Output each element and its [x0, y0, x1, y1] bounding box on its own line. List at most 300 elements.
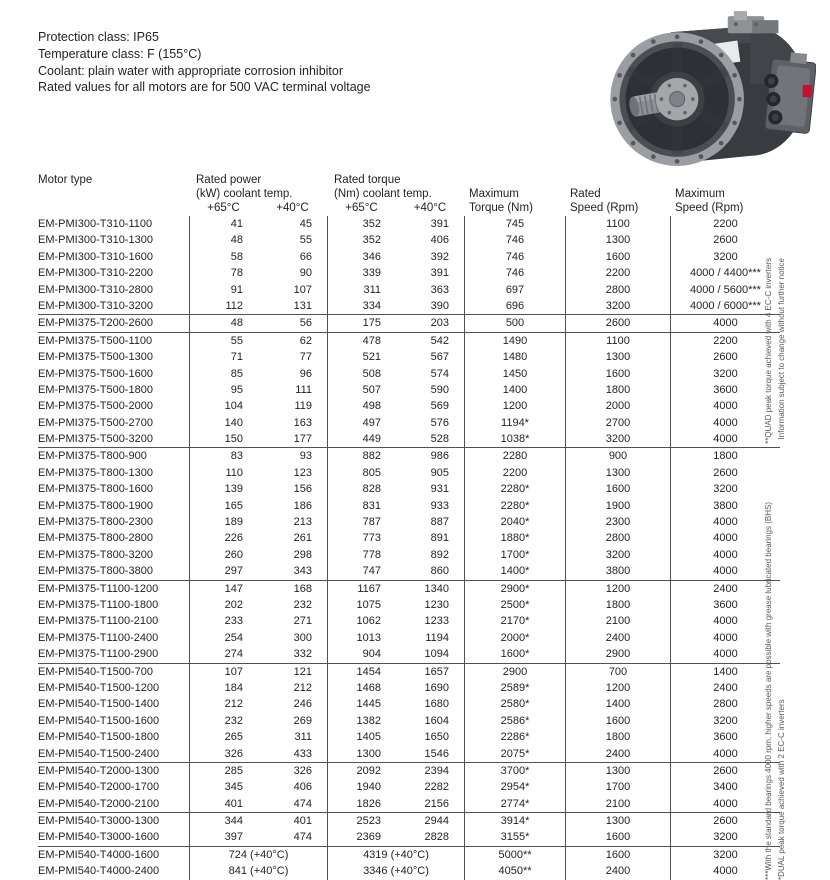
value-cell: 311: [327, 282, 396, 298]
table-row: [38, 863, 780, 879]
value-cell: 1880*: [464, 530, 565, 546]
header-rated-torque-sub: (Nm) coolant temp.: [334, 188, 432, 200]
value-cell: 2700: [565, 415, 670, 431]
motor-type-cell: EM-PMI375-T800-900: [38, 450, 147, 463]
value-cell: 274: [189, 646, 258, 662]
value-cell: 186: [293, 499, 312, 512]
value-cell: 165: [189, 498, 258, 514]
table-row: [38, 779, 780, 795]
value-cell: 497: [327, 415, 396, 431]
value-cell: 4000: [670, 796, 780, 812]
value-cell: 747: [327, 563, 396, 579]
value-cell: 265: [189, 729, 258, 745]
value-cell: 1400*: [464, 563, 565, 579]
value-cell: 746: [464, 265, 565, 281]
value-cell: 62: [299, 334, 312, 347]
value-cell: 55: [189, 333, 258, 349]
value-cell: 332: [293, 648, 312, 661]
motor-type-cell: EM-PMI375-T500-2000: [38, 400, 153, 413]
motor-type-cell: EM-PMI540-T4000-2400: [38, 865, 160, 878]
value-cell: 778: [327, 547, 396, 563]
header-max-speed-line2: Speed (Rpm): [675, 201, 744, 214]
table-row: [38, 846, 780, 863]
table-row: [38, 447, 780, 464]
value-cell: 1400: [464, 382, 565, 398]
value-cell: 4000: [670, 646, 780, 662]
table-row: [38, 232, 780, 248]
value-cell: 1454: [327, 664, 396, 680]
table-row: [38, 762, 780, 779]
value-cell: 1600: [565, 249, 670, 265]
table-row: [38, 314, 780, 331]
value-cell: 1680: [424, 698, 449, 711]
header-rated-torque: Rated torque: [334, 174, 401, 186]
value-cell: 390: [430, 299, 449, 312]
value-cell: 2900*: [464, 581, 565, 597]
value-cell: 4050**: [464, 863, 565, 879]
value-cell: 212: [189, 696, 258, 712]
value-cell: 2774*: [464, 796, 565, 812]
value-cell: 189: [189, 514, 258, 530]
value-cell: 860: [430, 565, 449, 578]
value-cell: 78: [189, 265, 258, 281]
table-row: [38, 829, 780, 845]
motor-type-cell: EM-PMI375-T1100-2100: [38, 615, 159, 628]
value-cell: 352: [327, 216, 396, 232]
motor-type-cell: EM-PMI375-T500-3200: [38, 433, 153, 446]
value-cell: 498: [327, 398, 396, 414]
value-cell: 1604: [424, 714, 449, 727]
table-header-row-1: [38, 172, 780, 188]
value-cell: 1490: [464, 333, 565, 349]
header-rated-power-sub: (kW) coolant temp.: [196, 188, 293, 200]
table-row: [38, 680, 780, 696]
value-cell: 1940: [327, 779, 396, 795]
value-cell: 2954*: [464, 779, 565, 795]
table-header-row-2: [38, 188, 780, 202]
intro-line-protection-class: Protection class: IP65: [38, 30, 159, 44]
value-cell: 4000: [670, 630, 780, 646]
motor-product-photo: [598, 10, 816, 170]
motor-type-cell: EM-PMI540-T2000-1700: [38, 781, 160, 794]
value-cell: 3700*: [464, 763, 565, 779]
table-row: [38, 216, 780, 232]
value-cell: 1200: [464, 398, 565, 414]
value-cell: 1382: [327, 713, 396, 729]
value-cell: 131: [293, 299, 312, 312]
value-cell: 2800: [565, 282, 670, 298]
table-row: [38, 580, 780, 597]
value-cell: 2170*: [464, 613, 565, 629]
value-cell: 1200: [565, 581, 670, 597]
footnote-line-1: [762, 258, 775, 880]
value-cell: 3400: [670, 779, 780, 795]
table-row: [38, 812, 780, 829]
value-cell: 4000: [670, 530, 780, 546]
value-cell: 521: [327, 349, 396, 365]
value-cell: 773: [327, 530, 396, 546]
value-cell: 2200: [464, 465, 565, 481]
footnote-line-2: [775, 258, 788, 880]
value-cell: 1600: [565, 481, 670, 497]
table-row: [38, 498, 780, 514]
motor-type-cell: EM-PMI375-T800-2300: [38, 516, 153, 529]
motor-type-cell: EM-PMI375-T800-2800: [38, 532, 153, 545]
motor-type-cell: EM-PMI375-T800-3200: [38, 548, 153, 561]
value-cell: 831: [327, 498, 396, 514]
value-cell: 904: [327, 646, 396, 662]
value-cell: 112: [189, 298, 258, 314]
table-header-row-3: [38, 202, 780, 216]
table-row: [38, 415, 780, 431]
value-cell: 2075*: [464, 746, 565, 762]
table-row: [38, 696, 780, 712]
motor-type-cell: EM-PMI375-T500-1800: [38, 383, 153, 396]
value-cell: 1062: [327, 613, 396, 629]
motor-type-cell: EM-PMI375-T800-1300: [38, 466, 153, 479]
value-cell: 700: [565, 664, 670, 680]
value-cell: 346: [327, 249, 396, 265]
value-cell: 140: [189, 415, 258, 431]
value-cell: 334: [327, 298, 396, 314]
value-cell: 2580*: [464, 696, 565, 712]
value-cell: 4319 (+40°C): [327, 847, 464, 863]
value-cell: 828: [327, 481, 396, 497]
value-cell: 474: [293, 797, 312, 810]
value-cell: 3200: [565, 547, 670, 563]
motor-type-cell: EM-PMI540-T1500-700: [38, 665, 153, 678]
value-cell: 1100: [565, 333, 670, 349]
value-cell: 1300: [565, 763, 670, 779]
value-cell: 787: [327, 514, 396, 530]
motor-type-cell: EM-PMI375-T500-2700: [38, 416, 153, 429]
intro-line-temperature-class: Temperature class: F (155°C): [38, 46, 202, 61]
value-cell: 119: [294, 400, 312, 413]
value-cell: 500: [464, 315, 565, 331]
value-cell: 1300: [565, 232, 670, 248]
header-torque-40c: +40°C: [413, 201, 447, 214]
value-cell: 1800: [565, 597, 670, 613]
footnote-dual-peak-torque: *DUAL peak torque achieved with 2 EC-C inverters: [777, 699, 786, 880]
value-cell: 1800: [565, 382, 670, 398]
value-cell: 2280*: [464, 481, 565, 497]
value-cell: 4000: [670, 746, 780, 762]
value-cell: 4000: [670, 514, 780, 530]
value-cell: 2600: [670, 465, 780, 481]
table-row: [38, 563, 780, 579]
value-cell: 1468: [327, 680, 396, 696]
value-cell: 882: [327, 448, 396, 464]
value-cell: 168: [293, 582, 312, 595]
value-cell: 1405: [327, 729, 396, 745]
value-cell: 83: [189, 448, 258, 464]
value-cell: 1200: [565, 680, 670, 696]
value-cell: 4000: [670, 563, 780, 579]
table-row: [38, 332, 780, 349]
value-cell: 2400: [670, 680, 780, 696]
motor-type-cell: EM-PMI375-T200-2600: [38, 317, 153, 330]
motor-type-cell: EM-PMI300-T310-2200: [38, 267, 153, 280]
value-cell: 1013: [327, 630, 396, 646]
intro-specs: [38, 29, 371, 96]
value-cell: 401: [293, 815, 312, 828]
value-cell: 1340: [424, 582, 449, 595]
table-row: [38, 746, 780, 762]
value-cell: 905: [430, 466, 449, 479]
value-cell: 1700: [565, 779, 670, 795]
value-cell: 2282: [424, 781, 449, 794]
value-cell: 397: [189, 829, 258, 845]
value-cell: 1800: [565, 729, 670, 745]
value-cell: 933: [430, 499, 449, 512]
value-cell: 344: [189, 813, 258, 829]
value-cell: 3800: [565, 563, 670, 579]
value-cell: 147: [189, 581, 258, 597]
value-cell: 2944: [424, 815, 449, 828]
value-cell: 156: [293, 483, 312, 496]
table-row: [38, 630, 780, 646]
value-cell: 212: [293, 681, 312, 694]
value-cell: 406: [430, 234, 449, 247]
footnote-quad-peak-torque: **QUAD peak torque achieved with 4 EC-C inverters: [764, 258, 773, 444]
value-cell: 1600: [565, 366, 670, 382]
value-cell: 91: [189, 282, 258, 298]
value-cell: 746: [464, 232, 565, 248]
value-cell: 1194: [425, 631, 449, 644]
value-cell: 41: [189, 216, 258, 232]
motor-type-cell: EM-PMI540-T4000-1600: [38, 848, 160, 861]
value-cell: 2280*: [464, 498, 565, 514]
value-cell: 1230: [424, 598, 449, 611]
value-cell: 260: [189, 547, 258, 563]
value-cell: 107: [293, 283, 312, 296]
motor-hub: [656, 78, 699, 121]
value-cell: 3800: [670, 498, 780, 514]
value-cell: 271: [293, 615, 312, 628]
motor-type-cell: EM-PMI300-T310-1300: [38, 234, 153, 247]
motor-type-cell: EM-PMI375-T800-3800: [38, 565, 153, 578]
footnote-standard-bearings: ***With the standard bearings 4000 rpm, higher speeds are possible with grease lubricated bearings (BHS): [764, 502, 773, 880]
value-cell: 891: [430, 532, 449, 545]
value-cell: 507: [327, 382, 396, 398]
table-row: [38, 796, 780, 812]
value-cell: 2500*: [464, 597, 565, 613]
value-cell: 2394: [424, 764, 449, 777]
table-row: [38, 431, 780, 447]
value-cell: 1600: [565, 713, 670, 729]
value-cell: 841 (+40°C): [189, 863, 327, 879]
table-row: [38, 366, 780, 382]
value-cell: 1700*: [464, 547, 565, 563]
motor-type-cell: EM-PMI540-T1500-1400: [38, 698, 160, 711]
value-cell: 48: [189, 232, 258, 248]
value-cell: 1194*: [464, 415, 565, 431]
value-cell: 85: [189, 366, 258, 382]
value-cell: 233: [189, 613, 258, 629]
value-cell: 4000 / 5600***: [670, 282, 780, 298]
value-cell: 3200: [670, 847, 780, 863]
value-cell: 590: [430, 383, 449, 396]
intro-line-coolant: Coolant: plain water with appropriate corrosion inhibitor: [38, 63, 344, 78]
value-cell: 45: [299, 218, 312, 230]
value-cell: 213: [293, 516, 312, 529]
value-cell: 139: [189, 481, 258, 497]
table-row: [38, 530, 780, 546]
value-cell: 1300: [565, 813, 670, 829]
value-cell: 163: [293, 416, 312, 429]
motor-type-cell: EM-PMI300-T310-1600: [38, 250, 153, 263]
header-max-torque-line1: Maximum: [469, 188, 519, 200]
value-cell: 2000*: [464, 630, 565, 646]
value-cell: 805: [327, 465, 396, 481]
motor-type-cell: EM-PMI540-T1500-1800: [38, 731, 160, 744]
header-rated-speed-line2: Speed (Rpm): [570, 201, 639, 214]
motor-type-cell: EM-PMI540-T1500-1200: [38, 681, 160, 694]
value-cell: 363: [430, 283, 449, 296]
value-cell: 542: [430, 334, 449, 347]
header-power-65c: +65°C: [207, 201, 240, 214]
value-cell: 449: [327, 431, 396, 447]
value-cell: 261: [293, 532, 312, 545]
header-rated-power: Rated power: [196, 174, 262, 186]
value-cell: 297: [189, 563, 258, 579]
red-label: [803, 85, 812, 97]
value-cell: 724 (+40°C): [189, 847, 327, 863]
value-cell: 508: [327, 366, 396, 382]
value-cell: 104: [189, 398, 258, 414]
value-cell: 3200: [670, 366, 780, 382]
value-cell: 298: [293, 548, 312, 561]
value-cell: 2286*: [464, 729, 565, 745]
table-row: [38, 382, 780, 398]
value-cell: 111: [295, 383, 312, 396]
value-cell: 56: [299, 317, 312, 330]
value-cell: 4000: [670, 547, 780, 563]
table-row: [38, 646, 780, 662]
value-cell: 55: [299, 234, 312, 247]
value-cell: 528: [430, 433, 449, 446]
value-cell: 2156: [424, 797, 449, 810]
value-cell: 1657: [424, 665, 449, 678]
value-cell: 2900: [565, 646, 670, 662]
value-cell: 2300: [565, 514, 670, 530]
value-cell: 4000: [670, 431, 780, 447]
value-cell: 1826: [327, 796, 396, 812]
motor-type-cell: EM-PMI375-T500-1300: [38, 351, 153, 364]
value-cell: 352: [327, 232, 396, 248]
value-cell: 4000: [670, 398, 780, 414]
motor-type-cell: EM-PMI300-T310-1100: [38, 218, 153, 230]
value-cell: 71: [189, 349, 258, 365]
value-cell: 401: [189, 796, 258, 812]
header-rated-speed-line1: Rated: [570, 188, 601, 200]
value-cell: 1038*: [464, 431, 565, 447]
value-cell: 339: [327, 265, 396, 281]
value-cell: 226: [189, 530, 258, 546]
value-cell: 2600: [670, 232, 780, 248]
value-cell: 95: [189, 382, 258, 398]
value-cell: 202: [189, 597, 258, 613]
value-cell: 4000: [670, 613, 780, 629]
value-cell: 4000: [670, 415, 780, 431]
value-cell: 1300: [327, 746, 396, 762]
value-cell: 2200: [670, 216, 780, 232]
value-cell: 3200: [670, 481, 780, 497]
value-cell: 433: [293, 747, 312, 760]
value-cell: 269: [293, 714, 312, 727]
value-cell: 58: [189, 249, 258, 265]
motor-terminal-box: [764, 52, 816, 133]
value-cell: 2000: [565, 398, 670, 414]
motor-type-cell: EM-PMI375-T800-1600: [38, 483, 153, 496]
value-cell: 474: [293, 831, 312, 844]
motor-type-cell: EM-PMI540-T1500-1600: [38, 714, 160, 727]
header-torque-65c: +65°C: [345, 201, 378, 214]
value-cell: 3600: [670, 729, 780, 745]
value-cell: 4000: [670, 315, 780, 331]
value-cell: 3200: [670, 249, 780, 265]
value-cell: 574: [430, 367, 449, 380]
value-cell: 1800: [670, 448, 780, 464]
value-cell: 1650: [424, 731, 449, 744]
value-cell: 697: [464, 282, 565, 298]
value-cell: 567: [430, 351, 449, 364]
value-cell: 285: [189, 763, 258, 779]
value-cell: 391: [430, 218, 449, 230]
header-motor-type: Motor type: [38, 174, 93, 186]
value-cell: 1600: [565, 847, 670, 863]
value-cell: 1300: [565, 349, 670, 365]
motor-type-cell: EM-PMI375-T1100-2900: [38, 648, 159, 661]
value-cell: 2400: [565, 746, 670, 762]
motor-type-cell: EM-PMI540-T2000-1300: [38, 764, 160, 777]
motor-type-cell: EM-PMI375-T500-1100: [38, 334, 153, 347]
value-cell: 5000**: [464, 847, 565, 863]
table-row: [38, 282, 780, 298]
motor-type-cell: EM-PMI300-T310-3200: [38, 299, 153, 312]
value-cell: 3200: [565, 298, 670, 314]
table-row: [38, 298, 780, 314]
value-cell: 311: [294, 731, 312, 744]
header-power-40c: +40°C: [276, 201, 309, 214]
value-cell: 406: [293, 781, 312, 794]
value-cell: 48: [189, 315, 258, 331]
value-cell: 892: [430, 548, 449, 561]
value-cell: 150: [189, 431, 258, 447]
value-cell: 121: [293, 665, 312, 678]
value-cell: 246: [293, 698, 312, 711]
value-cell: 1900: [565, 498, 670, 514]
table-row: [38, 249, 780, 265]
table-row: [38, 398, 780, 414]
value-cell: 1600*: [464, 646, 565, 662]
value-cell: 96: [299, 367, 312, 380]
value-cell: 2369: [327, 829, 396, 845]
table-row: [38, 613, 780, 629]
value-cell: 576: [430, 416, 449, 429]
motor-type-cell: EM-PMI375-T1100-2400: [38, 631, 159, 644]
value-cell: 391: [430, 267, 449, 280]
value-cell: 392: [430, 250, 449, 263]
value-cell: 745: [464, 216, 565, 232]
value-cell: 2200: [565, 265, 670, 281]
motor-type-cell: EM-PMI540-T2000-2100: [38, 797, 160, 810]
table-row: [38, 547, 780, 563]
value-cell: 123: [293, 466, 312, 479]
footnotes: [762, 258, 788, 880]
value-cell: 2200: [670, 333, 780, 349]
value-cell: 232: [293, 598, 312, 611]
